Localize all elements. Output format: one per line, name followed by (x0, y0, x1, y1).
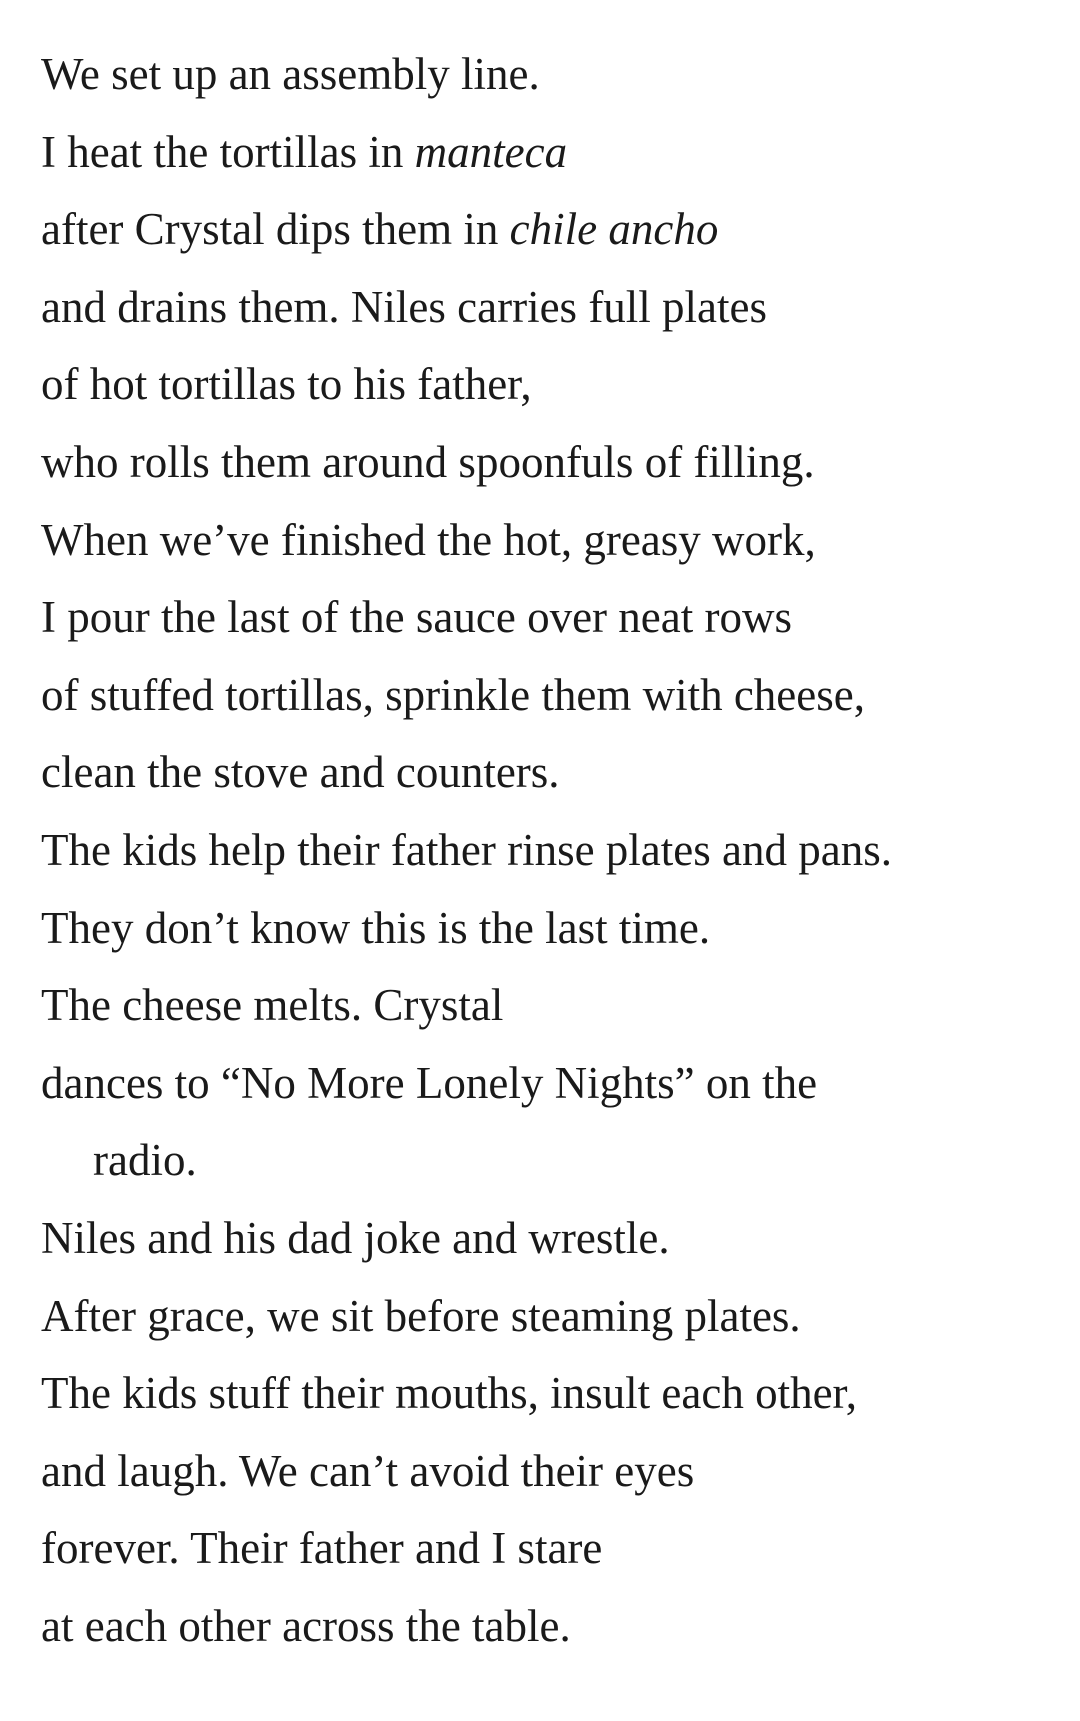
line-text: who rolls them around spoonfuls of filling. (41, 436, 815, 487)
poem-line (41, 1278, 1040, 1356)
italic-term: manteca (414, 126, 568, 177)
line-text: and drains them. Niles carries full plates (41, 281, 768, 332)
poem-line (41, 1510, 1040, 1588)
poem-line (41, 424, 1040, 502)
line-text: We set up an assembly line. (41, 49, 540, 99)
line-text: of stuffed tortillas, sprinkle them with cheese, (41, 669, 865, 720)
poem-line (41, 579, 1040, 657)
line-text: I heat the tortillas in (41, 126, 415, 177)
poem-line (41, 114, 1040, 192)
line-text: When we’ve finished the hot, greasy work, (41, 514, 816, 565)
line-text: forever. Their father and I stare (41, 1523, 603, 1574)
line-text: After grace, we sit before steaming plates. (41, 1290, 801, 1341)
italic-term: chile ancho (509, 204, 719, 255)
poem-line (41, 812, 1040, 890)
poem-line (41, 36, 1040, 114)
line-text: Niles and his dad joke and wrestle. (41, 1212, 670, 1263)
poem-line (41, 734, 1040, 812)
poem-line (41, 657, 1040, 735)
line-text: dances to “No More Lonely Nights” on the (41, 1057, 818, 1108)
line-text: clean the stove and counters. (41, 747, 560, 798)
poem-line-continuation (41, 1122, 1040, 1200)
line-text: and laugh. We can’t avoid their eyes (41, 1445, 695, 1496)
line-text: at each other across the table. (41, 1600, 571, 1651)
line-text: radio. (93, 1135, 197, 1186)
poem-line (41, 191, 1040, 269)
line-text: The kids help their father rinse plates and pans. (41, 824, 892, 875)
poem-line (41, 1200, 1040, 1278)
line-text: The cheese melts. Crystal (41, 980, 504, 1031)
poem-line (41, 890, 1040, 968)
line-text: of hot tortillas to his father, (41, 359, 532, 410)
poem-line (41, 1588, 1040, 1666)
poem-line (41, 502, 1040, 580)
line-text: I pour the last of the sauce over neat rows (41, 592, 792, 643)
poem-line (41, 1433, 1040, 1511)
line-text: The kids stuff their mouths, insult each other, (41, 1368, 857, 1419)
poem-body (41, 36, 1040, 1665)
line-text: after Crystal dips them in (41, 204, 510, 255)
poem-line (41, 1045, 1040, 1123)
poem-line (41, 1355, 1040, 1433)
poem-line (41, 967, 1040, 1045)
poem-line (41, 269, 1040, 347)
line-text: They don’t know this is the last time. (41, 902, 711, 953)
poem-line (41, 346, 1040, 424)
